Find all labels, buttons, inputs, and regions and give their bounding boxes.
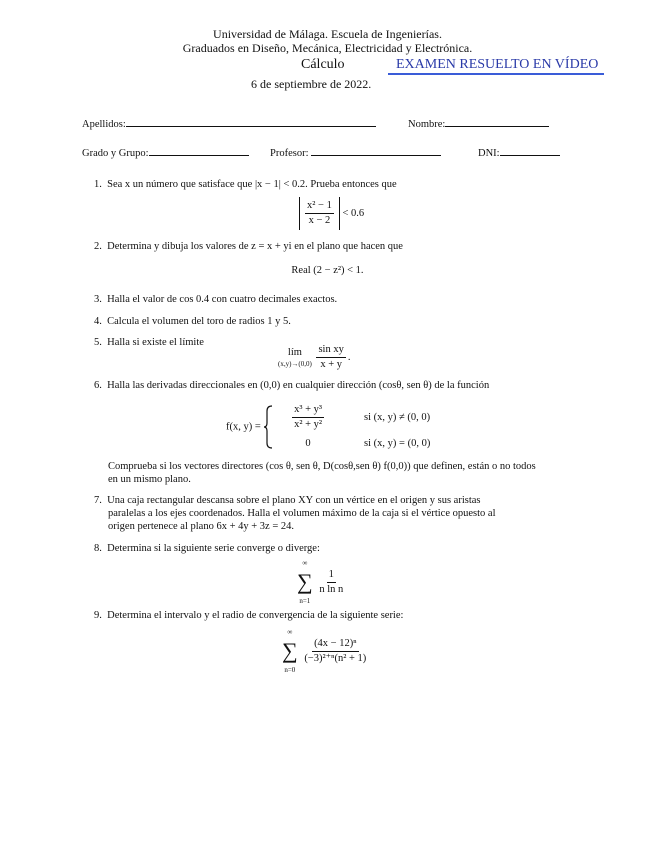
video-solution-link[interactable]: EXAMEN RESUELTO EN VÍDEO bbox=[388, 57, 604, 75]
problem-8: 8. Determina si la siguiente serie converge o diverge: bbox=[94, 543, 320, 554]
grado-field[interactable] bbox=[82, 146, 249, 159]
problem-9: 9. Determina el intervalo y el radio de convergencia de la siguiente serie: bbox=[94, 610, 404, 621]
problem-4: 4. Calcula el volumen del toro de radios 1 y 5. bbox=[94, 316, 291, 327]
problem-6-text2: Comprueba si los vectores directores (cos θ, sen θ, D(cosθ,sen θ) f(0,0)) que definen, están o no todos bbox=[108, 461, 536, 472]
problem-6: 6. Halla las derivadas direccionales en (0,0) en cualquier dirección (cosθ, sen θ) de la función bbox=[94, 380, 490, 391]
exam-date: 6 de septiembre de 2022. bbox=[251, 77, 372, 91]
dni-label: DNI: bbox=[478, 148, 500, 159]
nombre-field[interactable] bbox=[408, 117, 549, 130]
problem-7-line2: paralelas a los ejes coordenados. Halla el volumen máximo de la caja si el vértice opuesto al bbox=[108, 508, 496, 519]
problem-3: 3. Halla el valor de cos 0.4 con cuatro decimales exactos. bbox=[94, 294, 338, 305]
problem-2-formula: Real (2 − z²) < 1. bbox=[291, 265, 364, 276]
university-line: Universidad de Málaga. Escuela de Ingenierías. bbox=[213, 27, 442, 41]
problem-1-formula: $\frac{\text{x² − 1}}{x - 2}$ < 0.6 bbox=[299, 197, 364, 230]
degrees-line: Graduados en Diseño, Mecánica, Electricidad y Electrónica. bbox=[182, 41, 473, 55]
profesor-label: Profesor: bbox=[270, 148, 309, 159]
grado-label: Grado y Grupo: bbox=[82, 148, 149, 159]
problem-2: 2. Determina y dibuja los valores de z = x + yi en el plano que hacen que bbox=[94, 241, 403, 252]
problem-7: 7. Una caja rectangular descansa sobre el plano XY con un vértice en el origen y sus aristas bbox=[94, 495, 481, 506]
profesor-field[interactable] bbox=[270, 146, 441, 159]
problem-6-function: f(x, y) = $\frac{\text{x³ + y³}}{\text{x² + y²}}$ si (x, y) ≠ (0, 0) 0 si (x, y) = (0, 0) bbox=[226, 404, 431, 449]
problem-7-line3: origen pertenece al plano 6x + 4y + 3z = 24. bbox=[108, 521, 294, 532]
problem-9-series: ∞ ∑ n=0 $\frac{\text{(4x − 12)ⁿ}}{\text{(−3)²⁺ⁿ(n² + 1)}}$ bbox=[282, 628, 367, 674]
left-brace-icon bbox=[263, 405, 273, 449]
problem-5: 5. Halla si existe el límite bbox=[94, 337, 204, 348]
nombre-label: Nombre: bbox=[408, 119, 446, 130]
problem-5-formula: lím (x,y)→(0,0) $\frac{\text{sin xy}}{x + y}$ . bbox=[278, 344, 351, 370]
problem-6-text3: en un mismo plano. bbox=[108, 474, 191, 485]
problem-1: 1. Sea x un número que satisface que |x − 1| < 0.2. Prueba entonces que bbox=[94, 179, 397, 190]
problem-8-series: ∞ ∑ n=1 $\frac{1}{\text{n ln n}}$ bbox=[297, 559, 344, 605]
dni-field[interactable] bbox=[478, 146, 560, 159]
apellidos-label: Apellidos: bbox=[82, 119, 126, 130]
apellidos-field[interactable] bbox=[82, 117, 376, 130]
subject-title: Cálculo bbox=[301, 57, 345, 72]
